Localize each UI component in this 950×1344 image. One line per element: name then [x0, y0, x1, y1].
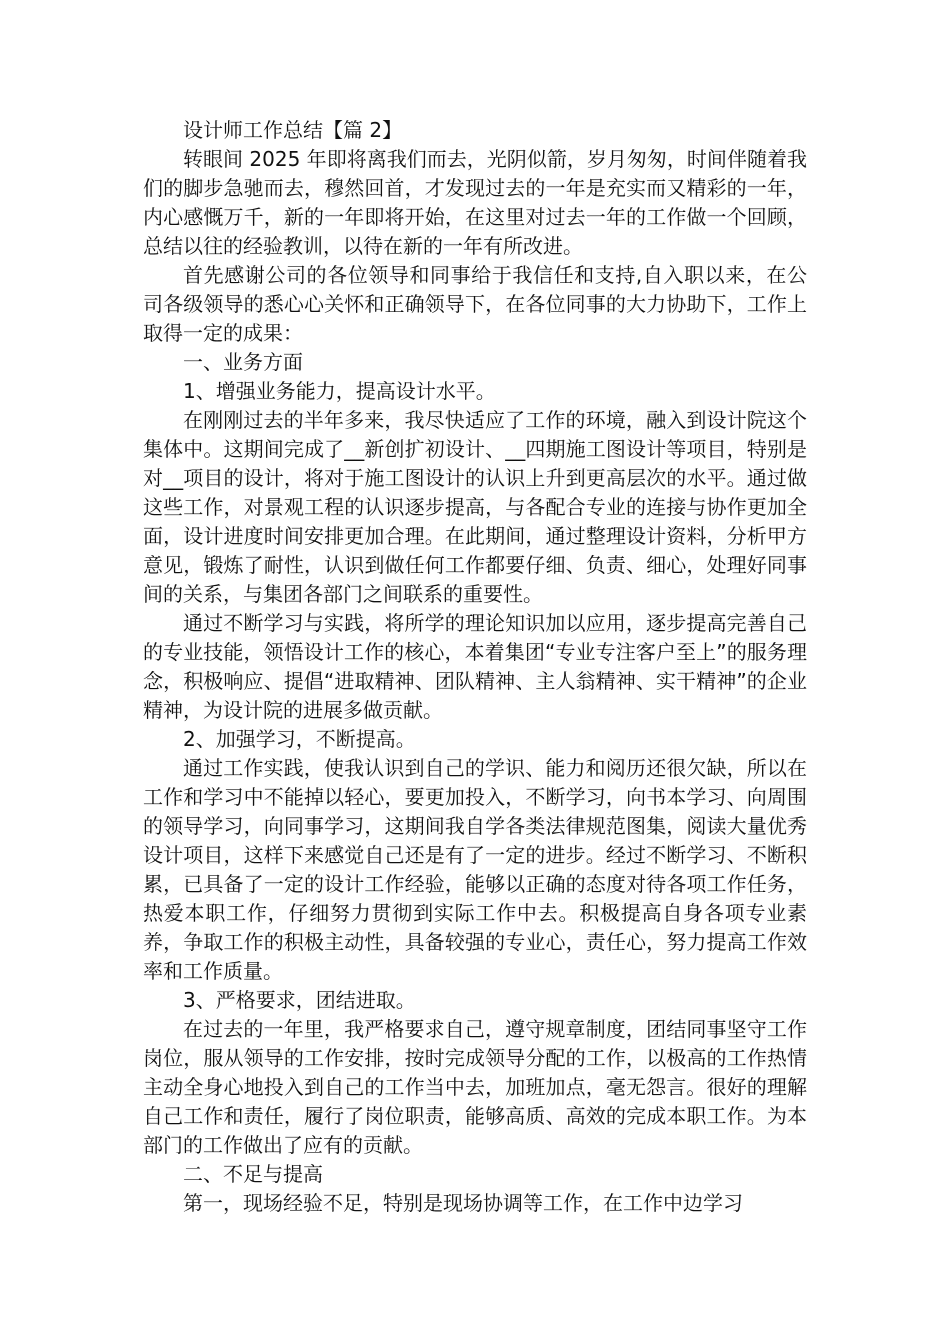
section-heading-business: 一、业务方面	[183, 350, 303, 374]
subheading-discipline: 3、严格要求，团结进取。	[183, 988, 416, 1012]
paragraph-shortcomings-first: 第一，现场经验不足，特别是现场协调等工作，在工作中边学习	[183, 1191, 743, 1215]
paragraph-study: 通过工作实践，使我认识到自己的学识、能力和阅历还很欠缺，所以在工作和学习中不能掉以轻心，要更加投入，不断学习，向书本学习、向周围的领导学习，向同事学习，这期间我自学各类法律规范图集，阅读大量优秀设计项目，这样下来感觉自己还是有了一定的进步。经过不断学习、不断积累，已具备了一定的设计工作经验，能够以正确的态度对待各项工作任务，热爱本职工作，仔细努力贯彻到实际工作中去。积极提高自身各项专业素养，争取工作的积极主动性，具备较强的专业心，责任心，努力提高工作效率和工作质量。	[143, 756, 807, 983]
paragraph-thanks: 首先感谢公司的各位领导和同事给于我信任和支持,自入职以来，在公司各级领导的悉心心关怀和正确领导下，在各位同事的大力协助下，工作上取得一定的成果：	[143, 263, 807, 345]
paragraph-business-ability: 在刚刚过去的半年多来，我尽快适应了工作的环境，融入到设计院这个集体中。这期间完成了__新创扩初设计、__四期施工图设计等项目，特别是对__项目的设计，将对于施工图设计的认识上升到更高层次的水平。通过做这些工作，对景观工程的认识逐步提高，与各配合专业的连接与协作更加全面，设计进度时间安排更加合理。在此期间，通过整理设计资料，分析甲方意见，锻炼了耐性，认识到做任何工作都要仔细、负责、细心，处理好同事间的关系，与集团各部门之间联系的重要性。	[143, 408, 807, 606]
section-heading-shortcomings: 二、不足与提高	[183, 1162, 323, 1186]
subheading-business-ability: 1、增强业务能力，提高设计水平。	[183, 379, 496, 403]
subheading-study: 2、加强学习，不断提高。	[183, 727, 416, 751]
paragraph-practice: 通过不断学习与实践，将所学的理论知识加以应用，逐步提高完善自己的专业技能，领悟设计工作的核心，本着集团“专业专注客户至上”的服务理念，积极响应、提倡“进取精神、团队精神、主人翁精神、实干精神”的企业精神，为设计院的进展多做贡献。	[143, 611, 807, 722]
document-title: 设计师工作总结【篇 2】	[183, 118, 403, 142]
paragraph-intro: 转眼间 2025 年即将离我们而去，光阴似箭，岁月匆匆，时间伴随着我们的脚步急驰而去，穆然回首，才发现过去的一年是充实而又精彩的一年，内心感慨万千，新的一年即将开始，在这里对过去一年的工作做一个回顾，总结以往的经验教训，以待在新的一年有所改进。	[143, 147, 807, 258]
document-page	[143, 116, 807, 1218]
paragraph-discipline: 在过去的一年里，我严格要求自己，遵守规章制度，团结同事坚守工作岗位，服从领导的工作安排，按时完成领导分配的工作，以极高的工作热情主动全身心地投入到自己的工作当中去，加班加点，毫无怨言。很好的理解自己工作和责任，履行了岗位职责，能够高质、高效的完成本职工作。为本部门的工作做出了应有的贡献。	[143, 1017, 807, 1157]
